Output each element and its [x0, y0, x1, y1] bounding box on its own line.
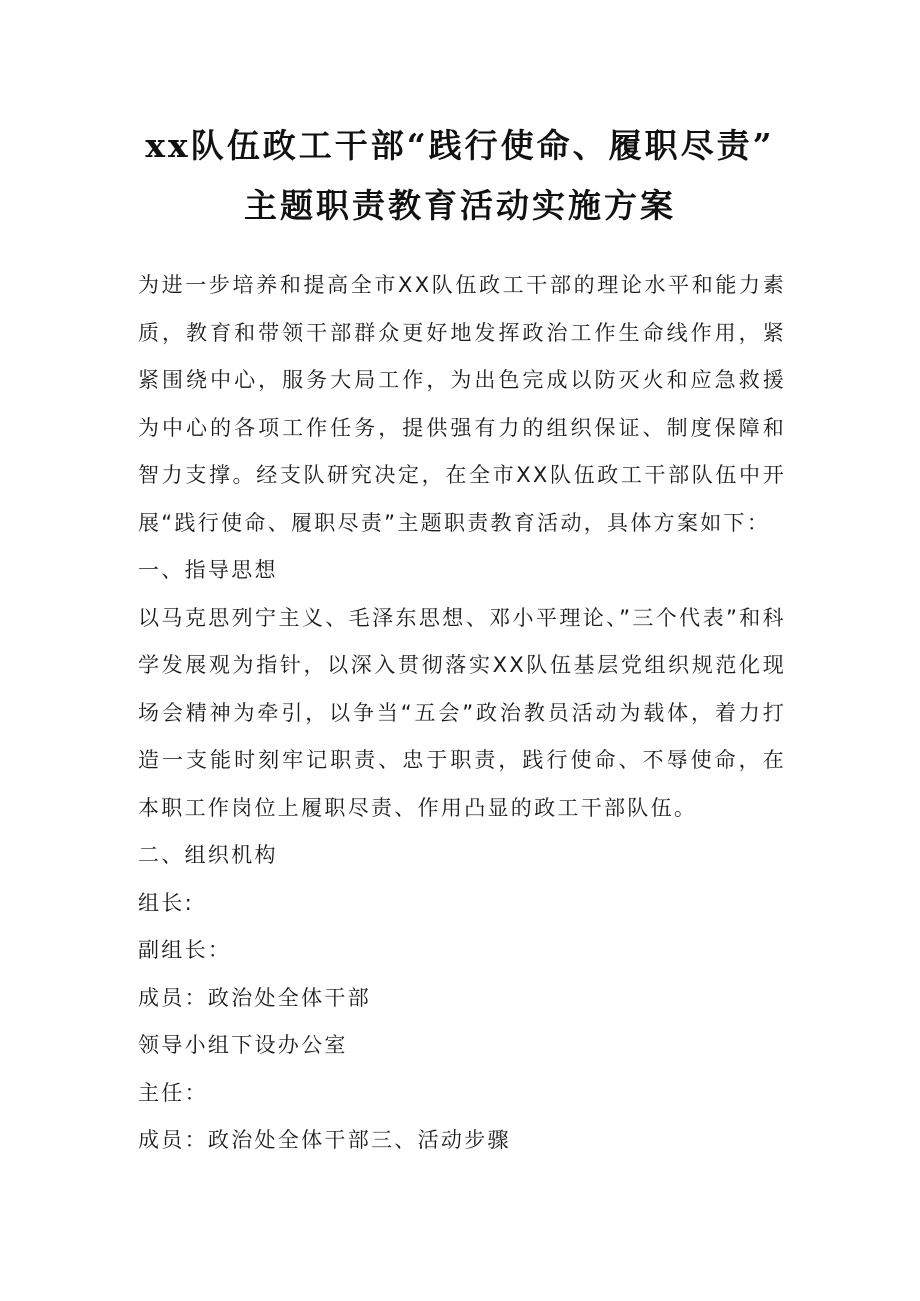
- document-title-line-1: xx队伍政工干部“践行使命、履职尽责”: [145, 126, 775, 165]
- line-members-and-activity-steps: 成员：政治处全体干部三、活动步骤: [138, 1128, 511, 1152]
- document-body: [138, 262, 786, 1165]
- document-title-line-2: 主题职责教育活动实施方案: [244, 186, 676, 225]
- intro-paragraph: 为进一步培养和提高全市XX队伍政工干部的理论水平和能力素质，教育和带领干部群众更好地发挥政治工作生命线作用，紧紧围绕中心，服务大局工作，为出色完成以防灭火和应急救援为中心的各项工作任务，提供强有力的组织保证、制度保障和智力支撑。经支队研究决定，在全市XX队伍政工干部队伍中开展“践行使命、履职尽责”主题职责教育活动，具体方案如下：: [138, 273, 786, 535]
- guiding-thought-paragraph: 以马克思列宁主义、毛泽东思想、邓小平理论、”三个代表”和科学发展观为指针，以深入贯彻落实XX队伍基层党组织规范化现场会精神为牵引，以争当“五会”政治教员活动为载体，着力打造一支能时刻牢记职责、忠于职责，践行使命、不辱使命，在本职工作岗位上履职尽责、作用凸显的政工干部队伍。: [138, 605, 786, 820]
- section-heading-organization: 二、组织机构: [138, 843, 278, 867]
- line-members: 成员：政治处全体干部: [138, 985, 371, 1010]
- line-office: 领导小组下设办公室: [138, 1033, 348, 1057]
- line-group-leader: 组长:: [138, 890, 194, 915]
- line-director: 主任：: [138, 1080, 208, 1105]
- line-deputy-group-leader: 副组长：: [138, 938, 232, 962]
- section-heading-guiding-thought: 一、指导思想: [138, 558, 278, 582]
